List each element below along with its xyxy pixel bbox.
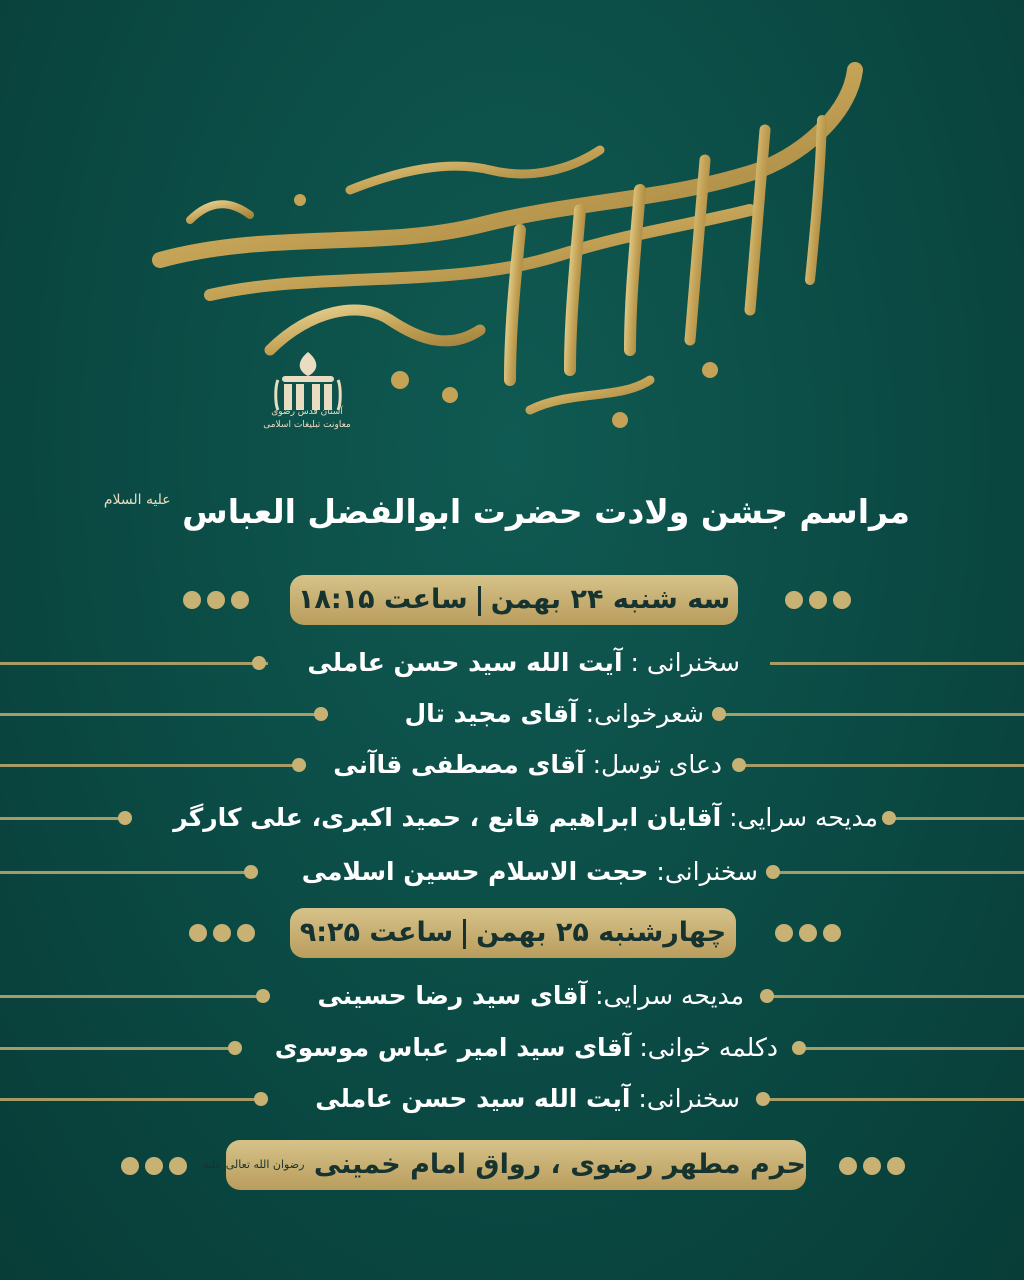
session-2-row-2 [0, 1028, 1024, 1068]
title-honorific: علیه السلام [103, 492, 171, 508]
row-value: آیت الله سید حسن عاملی [315, 1084, 631, 1113]
session-1-row-1 [0, 643, 1024, 683]
event-title [103, 492, 910, 531]
session-1-row-3 [0, 745, 1024, 785]
session-2-day: چهارشنبه ۲۵ بهمن [476, 917, 727, 948]
session-2-time: ساعت ۹:۲۵ [299, 917, 454, 948]
venue-pill [202, 1140, 806, 1190]
row-label: مدیحه سرایی: [721, 803, 878, 832]
decorative-dots-left [180, 591, 252, 611]
venue-honorific: رضوان الله تعالی علیه [202, 1158, 305, 1171]
row-value: حجت الاسلام حسین اسلامی [301, 857, 649, 886]
session-1-day: سه شنبه ۲۴ بهمن [490, 584, 731, 615]
row-label: شعرخوانی: [577, 699, 704, 728]
row-value: آیت الله سید حسن عاملی [307, 648, 623, 677]
decorative-dots-left-2 [186, 924, 258, 944]
row-value: آقای مجید تال [404, 699, 578, 728]
calligraphy-artwork [150, 50, 870, 430]
row-value: آقای سید رضا حسینی [317, 981, 588, 1010]
logo-caption [262, 406, 352, 432]
session-1-time: ساعت ۱۸:۱۵ [297, 584, 468, 615]
session-2-row-1 [0, 976, 1024, 1016]
row-label: سخنرانی: [648, 857, 758, 886]
session-2-row-3 [0, 1079, 1024, 1119]
venue-text: حرم مطهر رضوی ، رواق امام خمینی [313, 1149, 806, 1180]
event-title-text: مراسم جشن ولادت حضرت ابوالفضل العباس [182, 492, 910, 531]
session-1-header [290, 575, 738, 625]
row-label: سخنرانی : [622, 648, 740, 677]
row-value: آقای سید امیر عباس موسوی [274, 1033, 632, 1062]
row-label: سخنرانی: [630, 1084, 740, 1113]
decorative-dots-right-2 [772, 924, 844, 944]
session-2-header [290, 908, 736, 958]
session-1-row-5 [0, 852, 1024, 892]
row-label: دکلمه خوانی: [631, 1033, 778, 1062]
row-value: آقای مصطفی قاآنی [333, 750, 585, 779]
session-1-row-4 [0, 798, 1024, 838]
session-1-row-2 [0, 694, 1024, 734]
row-label: مدیحه سرایی: [587, 981, 744, 1010]
decorative-dots-left-3 [118, 1157, 190, 1177]
decorative-dots-right [782, 591, 854, 611]
row-value: آقایان ابراهیم قانع ، حمید اکبری، علی کارگر [173, 803, 722, 832]
decorative-dots-right-3 [836, 1157, 908, 1177]
logo-line-1: آستان قدس رضوی [271, 407, 343, 417]
row-label: دعای توسل: [584, 750, 722, 779]
logo-line-2: معاونت تبلیغات اسلامی [263, 420, 351, 430]
